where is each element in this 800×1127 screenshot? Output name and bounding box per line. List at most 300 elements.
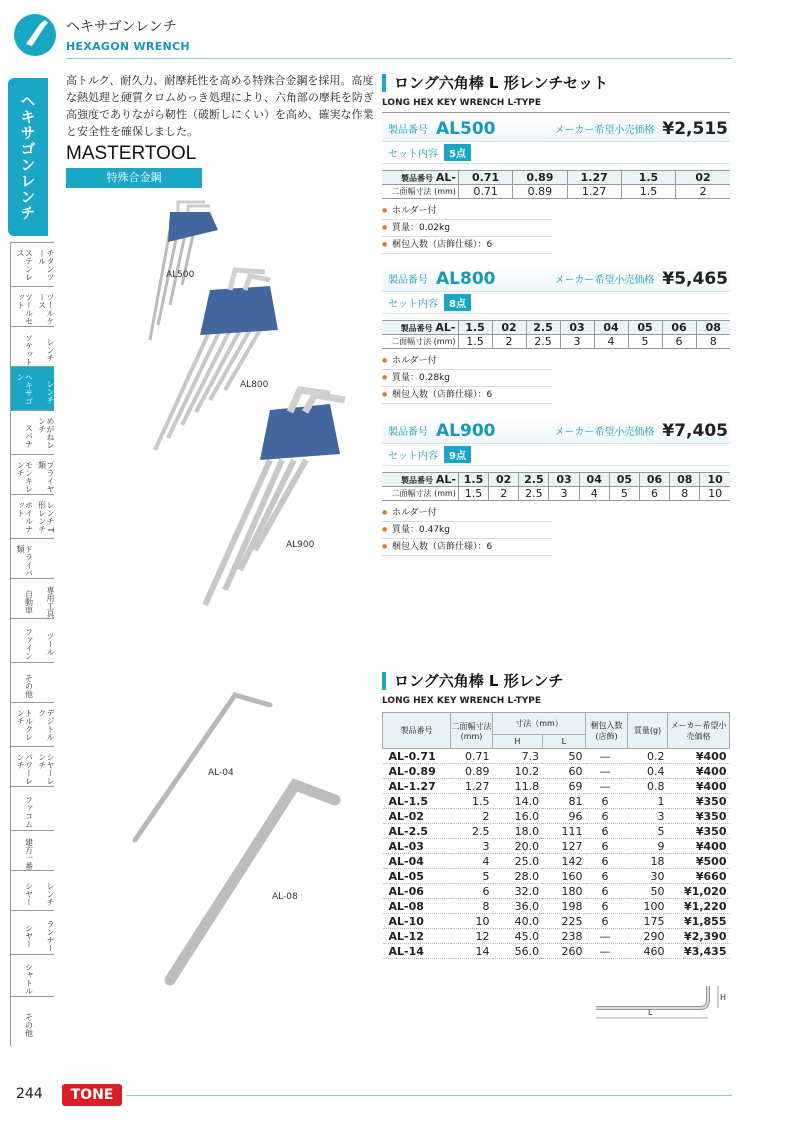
table-row <box>383 899 730 914</box>
cell-code: AL-10 <box>383 914 451 929</box>
note-item: ● ホルダー付 <box>382 203 552 220</box>
al800-illustration <box>155 270 278 450</box>
tone-brand-logo: TONE <box>62 1084 122 1106</box>
size-code-cell: 1.5 <box>458 473 488 487</box>
cell-pack: 6 <box>586 824 628 839</box>
size-value-cell: 1.5 <box>458 487 488 501</box>
sidebar-tab-3[interactable] <box>10 366 54 410</box>
header-title-en: HEXAGON WRENCH <box>66 40 190 53</box>
size-code-cell: 1.27 <box>567 171 621 185</box>
al900-illustration <box>205 390 345 605</box>
sidebar-tab-1[interactable] <box>10 286 54 326</box>
intro-text: 高トルク、耐久力、耐摩耗性を高める特殊合金鋼を採用。高度な熱処理と硬質クロムめっき処理により、六角部の摩耗を防ぎ高強度でありながら靭性（破断しにくい）を高め、確実な作業と安全性を確保しました。 <box>66 74 374 138</box>
cell-h: 16.0 <box>493 809 543 824</box>
cell-l: 180 <box>542 884 585 899</box>
sidebar-tab-label <box>33 831 55 870</box>
cell-mass: 175 <box>628 914 668 929</box>
cell-price: ¥1,220 <box>668 899 730 914</box>
cell-l: 260 <box>542 944 585 959</box>
size-value-cell: 6 <box>662 335 696 349</box>
sidebar-tab-label <box>33 955 55 996</box>
sidebar-tab-label: ステンレス <box>16 249 34 281</box>
size-code-cell: 03 <box>549 473 579 487</box>
sidebar-tab-label: ドライバ類 <box>16 545 34 577</box>
size-table-code-header: 製品番号 AL- <box>382 473 458 487</box>
table-row <box>383 764 730 779</box>
set-contents-label: セット内容 <box>388 149 438 160</box>
note-item: ● ホルダー付 <box>382 505 552 522</box>
cell-mass: 1 <box>628 794 668 809</box>
cell-code: AL-1.27 <box>383 779 451 794</box>
sidebar-tab-label: レンチ <box>46 881 55 906</box>
note-item: ● 梱包入数（店飾仕様）：6 <box>382 237 552 254</box>
size-value-cell: 5 <box>609 487 639 501</box>
set-contents-row <box>382 142 730 164</box>
product-price: ¥7,405 <box>662 420 728 441</box>
set-contents-row <box>382 292 730 314</box>
single-section-title: ロング六角棒 L 形レンチ <box>382 672 563 690</box>
cell-mass: 9 <box>628 839 668 854</box>
cell-h: 25.0 <box>493 854 543 869</box>
product-bar <box>382 418 730 444</box>
sidebar-tab-6[interactable] <box>10 494 54 538</box>
set-contents-label: セット内容 <box>388 451 438 462</box>
size-code-cell: 08 <box>670 473 700 487</box>
sidebar-tab-label: シヤー <box>24 881 34 906</box>
cell-mass: 5 <box>628 824 668 839</box>
cell-width: 3 <box>451 839 493 854</box>
cell-price: ¥350 <box>668 809 730 824</box>
size-value-cell: 8 <box>709 335 717 348</box>
size-code-cell: 05 <box>609 473 639 487</box>
cell-mass: 0.8 <box>628 779 668 794</box>
cell-code: AL-03 <box>383 839 451 854</box>
single-section-subtitle: LONG HEX KEY WRENCH L-TYPE <box>382 696 541 706</box>
label-al900: AL900 <box>286 540 315 550</box>
table-row <box>383 944 730 959</box>
size-code-cell: 2.5 <box>519 473 549 487</box>
size-table-code-header: 製品番号 AL- <box>382 171 458 185</box>
cell-width: 2.5 <box>451 824 493 839</box>
diagram-l-label: L <box>648 1008 653 1017</box>
size-value-cell: 0.71 <box>458 185 512 199</box>
single-product-table <box>382 712 730 959</box>
cell-mass: 3 <box>628 809 668 824</box>
cell-width: 5 <box>451 869 493 884</box>
cell-l: 225 <box>542 914 585 929</box>
cell-l: 81 <box>542 794 585 809</box>
cell-width: 10 <box>451 914 493 929</box>
sidebar-tab-12[interactable] <box>10 746 54 786</box>
cell-pack: 6 <box>586 914 628 929</box>
table-row <box>383 929 730 944</box>
cell-pack: 6 <box>586 899 628 914</box>
cell-price: ¥3,435 <box>668 944 730 959</box>
size-code-cell: 03 <box>560 321 594 335</box>
cell-h: 45.0 <box>493 929 543 944</box>
cell-width: 4 <box>451 854 493 869</box>
th-h: H <box>493 735 543 749</box>
cell-price: ¥350 <box>668 824 730 839</box>
size-value-cell: 3 <box>560 335 594 349</box>
cell-l: 111 <box>542 824 585 839</box>
sidebar-tab-13[interactable] <box>10 786 54 830</box>
size-code-cell: 04 <box>594 321 628 335</box>
size-value-cell: 0.89 <box>513 185 567 199</box>
product-number-label: 製品番号 <box>388 275 428 286</box>
cell-width: 0.71 <box>451 749 493 764</box>
sidebar-tab-label: ファイン <box>24 627 34 660</box>
size-table <box>382 170 730 199</box>
note-item: ● 梱包入数（店飾仕様）：6 <box>382 387 552 404</box>
cell-width: 12 <box>451 929 493 944</box>
product-notes <box>382 203 730 254</box>
size-table-code-header: 製品番号 AL- <box>382 321 458 335</box>
size-value-cell: 6 <box>639 487 669 501</box>
size-value-cell: 4 <box>594 335 628 349</box>
label-al04: AL-04 <box>208 768 234 778</box>
sidebar-tab-label: ツールケース <box>37 293 55 325</box>
cell-l: 238 <box>542 929 585 944</box>
table-row <box>383 854 730 869</box>
cell-h: 20.0 <box>493 839 543 854</box>
label-al08: AL-08 <box>272 892 298 902</box>
cell-width: 6 <box>451 884 493 899</box>
cell-code: AL-2.5 <box>383 824 451 839</box>
size-code-cell: 1.5 <box>621 171 675 185</box>
cell-pack: 6 <box>586 854 628 869</box>
sidebar-tab-5[interactable] <box>10 454 54 494</box>
price-label: メーカー希望小売価格 <box>554 125 655 136</box>
sidebar-tab-7[interactable] <box>10 538 54 578</box>
sidebar-tab-16[interactable] <box>10 910 54 954</box>
sidebar-tab-label: パワーレンチ <box>16 753 34 785</box>
cell-pack: 6 <box>586 794 628 809</box>
note-item: ● 質量：0.47kg <box>382 522 552 539</box>
sidebar-tab-label: ホイルナット <box>16 501 34 533</box>
sidebar-tab-15[interactable] <box>10 870 54 910</box>
cell-code: AL-0.71 <box>383 749 451 764</box>
set-contents-label: セット内容 <box>388 299 438 310</box>
cell-width: 1.27 <box>451 779 493 794</box>
set-section-divider <box>382 112 730 113</box>
sidebar-tab-label: スパナ <box>24 423 34 448</box>
size-value-cell: 3 <box>549 487 579 501</box>
sidebar-tab-label: チタンツール <box>37 249 55 281</box>
size-code-cell: 10 <box>700 473 730 487</box>
size-value-cell: 8 <box>670 487 700 501</box>
sidebar-tab-label <box>33 663 55 702</box>
size-code-cell: 02 <box>676 171 730 185</box>
sidebar-tab-label: ヘキサゴン <box>16 373 34 405</box>
price-label: メーカー希望小売価格 <box>554 427 655 438</box>
product-code: AL800 <box>436 268 496 289</box>
product-number-label: 製品番号 <box>388 125 428 136</box>
footer-divider <box>126 1095 732 1096</box>
size-code-cell: 0.89 <box>513 171 567 185</box>
sidebar-tab-label <box>33 997 55 1046</box>
set-count-badge: 5点 <box>444 144 471 161</box>
size-code-cell: 02 <box>489 473 519 487</box>
sidebar-tab-9[interactable] <box>10 618 54 662</box>
size-value-cell: 1.5 <box>458 335 492 349</box>
size-table <box>382 472 730 501</box>
table-row <box>383 779 730 794</box>
set-product-al500 <box>382 116 730 254</box>
product-code: AL900 <box>436 420 496 441</box>
cell-width: 2 <box>451 809 493 824</box>
cell-code: AL-12 <box>383 929 451 944</box>
sidebar-tab-label: デジトルク <box>37 709 55 741</box>
header-title-jp: ヘキサゴンレンチ <box>66 19 177 35</box>
note-item: ● 質量：0.28kg <box>382 370 552 387</box>
cell-l: 198 <box>542 899 585 914</box>
cell-code: AL-06 <box>383 884 451 899</box>
cell-code: AL-0.89 <box>383 764 451 779</box>
th-l: L <box>542 735 585 749</box>
th-pack: 梱包入数(店飾) <box>586 713 628 749</box>
set-contents-row <box>382 444 730 466</box>
wrench-set-illustration <box>60 190 380 620</box>
sidebar-tab-label: シヤー <box>24 923 34 948</box>
sidebar-tab-label: トルクレンチ <box>16 709 34 741</box>
diagram-h-label: H <box>720 993 727 1002</box>
sidebar-tab-18[interactable] <box>10 996 54 1046</box>
cell-pack: 6 <box>586 869 628 884</box>
sidebar-tab-label: ソケット <box>24 333 34 366</box>
cell-pack: — <box>586 764 628 779</box>
product-code: AL500 <box>436 118 496 139</box>
cell-l: 96 <box>542 809 585 824</box>
cell-pack: 6 <box>586 839 628 854</box>
th-code: 製品番号 <box>383 713 451 749</box>
cell-code: AL-14 <box>383 944 451 959</box>
set-count-badge: 9点 <box>444 446 471 463</box>
al04-illustration <box>135 695 270 840</box>
size-code-cell: 06 <box>662 321 696 335</box>
cell-l: 127 <box>542 839 585 854</box>
cell-h: 36.0 <box>493 899 543 914</box>
cell-price: ¥400 <box>668 839 730 854</box>
cell-price: ¥1,020 <box>668 884 730 899</box>
table-row <box>383 914 730 929</box>
cell-h: 14.0 <box>493 794 543 809</box>
size-code-cell: 1.5 <box>458 321 492 335</box>
cell-pack: — <box>586 929 628 944</box>
size-code-cell: 2.5 <box>526 321 560 335</box>
cell-h: 40.0 <box>493 914 543 929</box>
cell-h: 28.0 <box>493 869 543 884</box>
size-value-cell: 10 <box>708 487 723 500</box>
sidebar-tab-label: 自動車 <box>24 589 34 614</box>
sidebar-tab-label: レンチ <box>46 379 55 404</box>
size-code-cell: 0.71 <box>458 171 512 185</box>
logo-bold: MASTER <box>66 143 145 164</box>
cell-price: ¥400 <box>668 779 730 794</box>
size-table-size-header: 二面幅寸法 (mm) <box>382 185 458 199</box>
size-value-cell: 5 <box>628 335 662 349</box>
size-table-size-header: 二面幅寸法 (mm) <box>382 487 458 501</box>
cell-mass: 50 <box>628 884 668 899</box>
product-notes <box>382 353 730 404</box>
cell-code: AL-02 <box>383 809 451 824</box>
size-code-cell: 04 <box>579 473 609 487</box>
table-row <box>383 794 730 809</box>
cell-h: 56.0 <box>493 944 543 959</box>
set-section-title: ロング六角棒 L 形レンチセット <box>382 74 730 92</box>
cell-l: 60 <box>542 764 585 779</box>
size-value-cell: 2 <box>489 487 519 501</box>
set-section-subtitle: LONG HEX KEY WRENCH L-TYPE <box>382 98 541 108</box>
th-width: 二面幅寸法(mm) <box>451 713 493 749</box>
size-value-cell: 1.27 <box>567 185 621 199</box>
cell-price: ¥500 <box>668 854 730 869</box>
cell-price: ¥2,390 <box>668 929 730 944</box>
sidebar-tab-label: その他 <box>24 1012 34 1037</box>
product-notes <box>382 505 730 556</box>
cell-mass: 100 <box>628 899 668 914</box>
cell-h: 11.8 <box>493 779 543 794</box>
dimension-diagram <box>590 978 730 1022</box>
sidebar-tab-10[interactable] <box>10 662 54 702</box>
sidebar-tab-2[interactable] <box>10 326 54 366</box>
sidebar-tab-label: シヤーレンチ <box>37 753 55 785</box>
table-row <box>383 809 730 824</box>
th-price: メーカー希望小売価格 <box>668 713 730 749</box>
table-row <box>383 824 730 839</box>
size-value-cell: 2.5 <box>519 487 549 501</box>
size-code-cell: 08 <box>696 321 730 335</box>
table-row <box>383 839 730 854</box>
sidebar-tab-8[interactable] <box>10 578 54 618</box>
product-number-label: 製品番号 <box>388 427 428 438</box>
master-tool-logo <box>66 138 196 166</box>
cell-pack: — <box>586 779 628 794</box>
sidebar-tab-label: 建方一番 <box>24 837 34 870</box>
size-value-cell: 2.5 <box>526 335 560 349</box>
cell-code: AL-05 <box>383 869 451 884</box>
cell-price: ¥350 <box>668 794 730 809</box>
sidebar-tab-label: シャトル <box>24 962 34 995</box>
cell-h: 32.0 <box>493 884 543 899</box>
sidebar-tab-label <box>33 787 55 830</box>
set-count-badge: 8点 <box>444 294 471 311</box>
sidebar-tab-label: プライヤ類 <box>37 461 55 493</box>
note-item: ● 梱包入数（店飾仕様）：6 <box>382 539 552 556</box>
size-value-cell: 2 <box>699 185 707 198</box>
size-code-cell: 02 <box>492 321 526 335</box>
cell-price: ¥400 <box>668 749 730 764</box>
logo-light: TOOL <box>144 143 197 164</box>
cell-width: 1.5 <box>451 794 493 809</box>
cell-pack: — <box>586 749 628 764</box>
sidebar-tab-label: ツールセット <box>16 293 34 325</box>
product-price: ¥5,465 <box>662 268 728 289</box>
cell-price: ¥1,855 <box>668 914 730 929</box>
material-badge: 特殊合金鋼 <box>66 168 202 188</box>
table-row <box>383 884 730 899</box>
sidebar-tab-label: レンチ <box>46 337 55 362</box>
cell-l: 69 <box>542 779 585 794</box>
sidebar-tab-14[interactable] <box>10 830 54 870</box>
product-price: ¥2,515 <box>662 118 728 139</box>
size-table-size-header: 二面幅寸法 (mm) <box>382 335 458 349</box>
cell-mass: 460 <box>628 944 668 959</box>
sidebar-tab-label: ファコム <box>24 795 34 828</box>
cell-price: ¥400 <box>668 764 730 779</box>
cell-h: 7.3 <box>493 749 543 764</box>
header-divider <box>66 58 732 59</box>
sidebar-tab-label: レンチ T形レンチ <box>37 501 55 533</box>
label-al800: AL800 <box>240 380 269 390</box>
cell-width: 14 <box>451 944 493 959</box>
page-number: 244 <box>16 1086 43 1102</box>
th-dims: 寸法（mm） <box>493 713 586 735</box>
sidebar-tab-4[interactable] <box>10 410 54 454</box>
sidebar-main-tab[interactable]: ヘキサゴンレンチ <box>8 78 48 236</box>
product-bar <box>382 116 730 142</box>
product-bar <box>382 266 730 292</box>
size-table <box>382 320 730 349</box>
sidebar-tab-label: めがねレンチ <box>37 417 55 449</box>
cell-width: 0.89 <box>451 764 493 779</box>
sidebar-tab-label: モンキレンチ <box>16 461 34 493</box>
table-row <box>383 869 730 884</box>
cell-price: ¥660 <box>668 869 730 884</box>
cell-mass: 30 <box>628 869 668 884</box>
cell-pack: — <box>586 944 628 959</box>
cell-code: AL-04 <box>383 854 451 869</box>
size-value-cell: 4 <box>579 487 609 501</box>
cell-mass: 18 <box>628 854 668 869</box>
cell-code: AL-1.5 <box>383 794 451 809</box>
cell-mass: 290 <box>628 929 668 944</box>
al08-illustration <box>170 785 335 980</box>
sidebar-tab-0[interactable] <box>10 242 54 286</box>
size-code-cell: 06 <box>639 473 669 487</box>
note-item: ● 質量：0.02kg <box>382 220 552 237</box>
cell-pack: 6 <box>586 884 628 899</box>
cell-h: 10.2 <box>493 764 543 779</box>
cell-mass: 0.2 <box>628 749 668 764</box>
cell-mass: 0.4 <box>628 764 668 779</box>
label-al500: AL500 <box>166 270 195 280</box>
size-value-cell: 1.5 <box>621 185 675 199</box>
cell-h: 18.0 <box>493 824 543 839</box>
size-value-cell: 2 <box>492 335 526 349</box>
sidebar-tab-label: ランナー <box>46 919 55 952</box>
sidebar-tab-label: その他 <box>24 673 34 698</box>
cell-l: 160 <box>542 869 585 884</box>
th-mass: 質量(g) <box>628 713 668 749</box>
price-label: メーカー希望小売価格 <box>554 275 655 286</box>
cell-l: 142 <box>542 854 585 869</box>
hex-wrench-icon <box>14 14 56 56</box>
sidebar-tab-11[interactable] <box>10 702 54 746</box>
cell-l: 50 <box>542 749 585 764</box>
sidebar-tab-17[interactable] <box>10 954 54 996</box>
cell-code: AL-08 <box>383 899 451 914</box>
set-product-al900 <box>382 418 730 556</box>
cell-width: 8 <box>451 899 493 914</box>
single-wrench-illustration <box>120 680 380 1000</box>
cell-pack: 6 <box>586 809 628 824</box>
sidebar-tab-label: 専用工具 <box>46 585 55 618</box>
table-row <box>383 749 730 764</box>
sidebar-tab-label <box>33 539 55 578</box>
set-product-al800 <box>382 266 730 404</box>
note-item: ● ホルダー付 <box>382 353 552 370</box>
